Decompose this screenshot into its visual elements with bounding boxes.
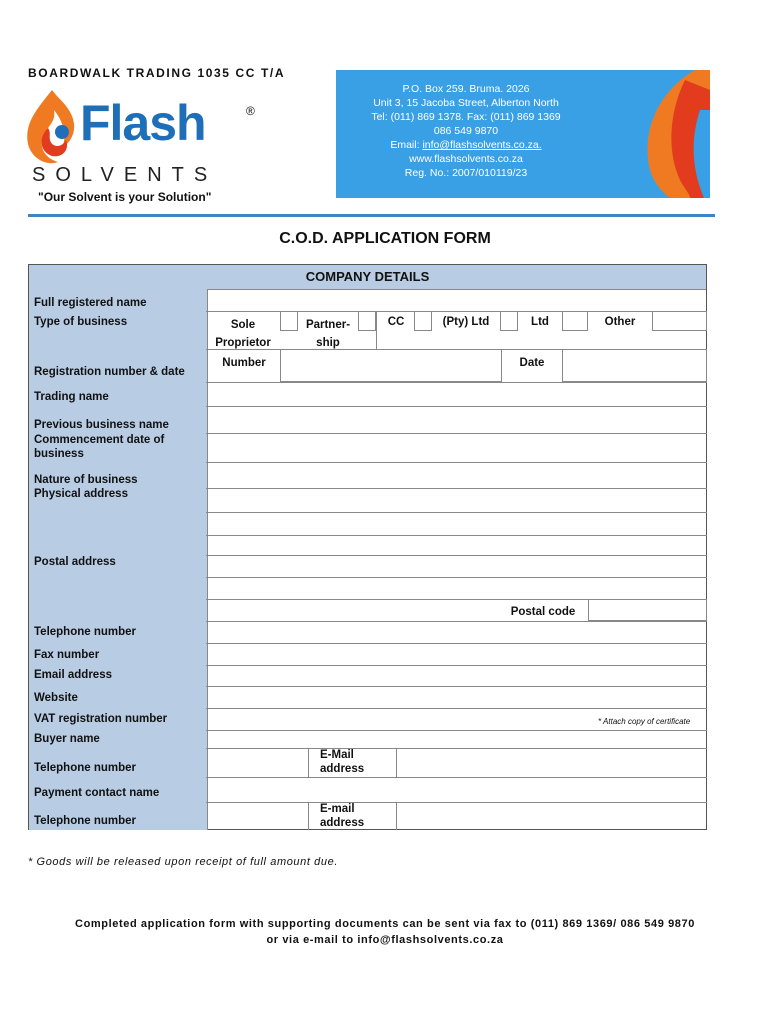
email-link[interactable]: info@flashsolvents.co.za.: [422, 139, 542, 151]
col-line: [396, 802, 397, 830]
row-line: [206, 777, 707, 778]
label-physical-address: Physical address: [34, 488, 128, 500]
label-email: Email address: [34, 669, 112, 681]
row-line: [206, 730, 707, 731]
section-header: [29, 265, 706, 290]
reg-date-field[interactable]: [562, 349, 707, 382]
registered-mark: ®: [246, 104, 255, 118]
row-line: [206, 488, 707, 489]
row-line: [206, 802, 707, 803]
type-other-field[interactable]: [652, 311, 707, 331]
row-line: [206, 433, 707, 434]
reg-number-field[interactable]: [280, 349, 502, 382]
label-registration: Registration number & date: [34, 366, 185, 378]
label-payment-telephone: Telephone number: [34, 815, 137, 827]
label-telephone: Telephone number: [34, 626, 137, 638]
label-buyer-name: Buyer name: [34, 733, 100, 745]
label-commencement: Commencement date of business: [34, 434, 165, 460]
form-title: C.O.D. APPLICATION FORM: [279, 230, 491, 247]
tagline: "Our Solvent is your Solution": [38, 190, 212, 204]
row-line: [206, 406, 707, 407]
contact-street: Unit 3, 15 Jacoba Street, Alberton North: [373, 97, 559, 109]
flash-logo: [22, 88, 262, 188]
section-title: COMPANY DETAILS: [305, 269, 430, 284]
row-line: [206, 382, 707, 383]
label-trading-name: Trading name: [34, 391, 109, 403]
contact-website[interactable]: www.flashsolvents.co.za: [409, 153, 523, 165]
label-buyer-telephone: Telephone number: [34, 762, 137, 774]
header-divider: [28, 214, 715, 217]
footer-line-email: or via e-mail to info@flashsolvents.co.za: [266, 934, 504, 946]
type-pty-checkbox[interactable]: [500, 311, 518, 331]
row-line: [206, 462, 707, 463]
label-nature: Nature of business: [34, 474, 138, 486]
type-ltd-label: Ltd: [531, 316, 549, 328]
label-vat: VAT registration number: [34, 713, 168, 725]
type-partnership-checkbox[interactable]: [358, 311, 376, 331]
col-line: [376, 311, 377, 349]
contact-phone: 086 549 9870: [433, 125, 499, 137]
flame-graphic: [600, 70, 710, 198]
brand-name: Flash: [80, 95, 206, 151]
row-line: [206, 748, 707, 749]
type-other-label: Other: [604, 316, 636, 328]
postal-code-label: Postal code: [510, 606, 576, 618]
goods-release-note: * Goods will be released upon receipt of full amount due.: [28, 856, 338, 868]
email-label: Email:: [390, 139, 423, 151]
label-fax: Fax number: [34, 649, 100, 661]
contact-panel: [336, 70, 710, 198]
row-line: [206, 686, 707, 687]
row-line: [206, 643, 707, 644]
flame-icon: [22, 88, 82, 168]
type-partnership-label: Partner- ship: [305, 319, 351, 349]
type-sole-checkbox[interactable]: [280, 311, 298, 331]
label-full-name: Full registered name: [34, 297, 147, 309]
col-line: [308, 802, 309, 830]
reg-number-label: Number: [222, 357, 266, 369]
label-website: Website: [34, 692, 78, 704]
contact-reg-no: Reg. No.: 2007/010119/23: [404, 167, 528, 179]
label-postal-address: Postal address: [34, 556, 116, 568]
row-line: [206, 577, 707, 578]
row-line: [206, 621, 707, 622]
contact-po-box: P.O. Box 259. Bruma. 2026: [402, 83, 530, 95]
label-payment-contact: Payment contact name: [34, 787, 160, 799]
contact-email-line: [336, 138, 596, 152]
col-line: [396, 748, 397, 777]
type-sole-label: Sole Proprietor: [215, 319, 271, 349]
row-line: [206, 512, 707, 513]
row-line: [206, 708, 707, 709]
row-line: [206, 555, 707, 556]
brand-subtitle: SOLVENTS: [32, 164, 218, 186]
payment-email-label: E-mail address: [320, 803, 365, 829]
reg-date-label: Date: [519, 357, 545, 369]
contact-tel-fax: Tel: (011) 869 1378. Fax: (011) 869 1369: [371, 111, 561, 123]
type-cc-label: CC: [387, 316, 405, 328]
label-previous-name: Previous business name: [34, 419, 169, 431]
footer-line-fax: Completed application form with supporting documents can be sent via fax to (011) 869 1369/ 086 549 9870: [75, 918, 695, 930]
type-pty-label: (Pty) Ltd: [442, 316, 490, 328]
row-line: [206, 665, 707, 666]
type-cc-checkbox[interactable]: [414, 311, 432, 331]
type-ltd-checkbox[interactable]: [562, 311, 588, 331]
label-type-of-business: Type of business: [34, 316, 128, 328]
postal-code-field[interactable]: [588, 599, 707, 621]
row-line: [206, 535, 707, 536]
buyer-email-label: E-Mail address: [320, 749, 365, 775]
col-line: [308, 748, 309, 777]
attach-certificate-note: * Attach copy of certificate: [598, 717, 691, 726]
submission-instructions: [0, 916, 770, 948]
company-legal-name: BOARDWALK TRADING 1035 CC T/A: [28, 66, 286, 80]
